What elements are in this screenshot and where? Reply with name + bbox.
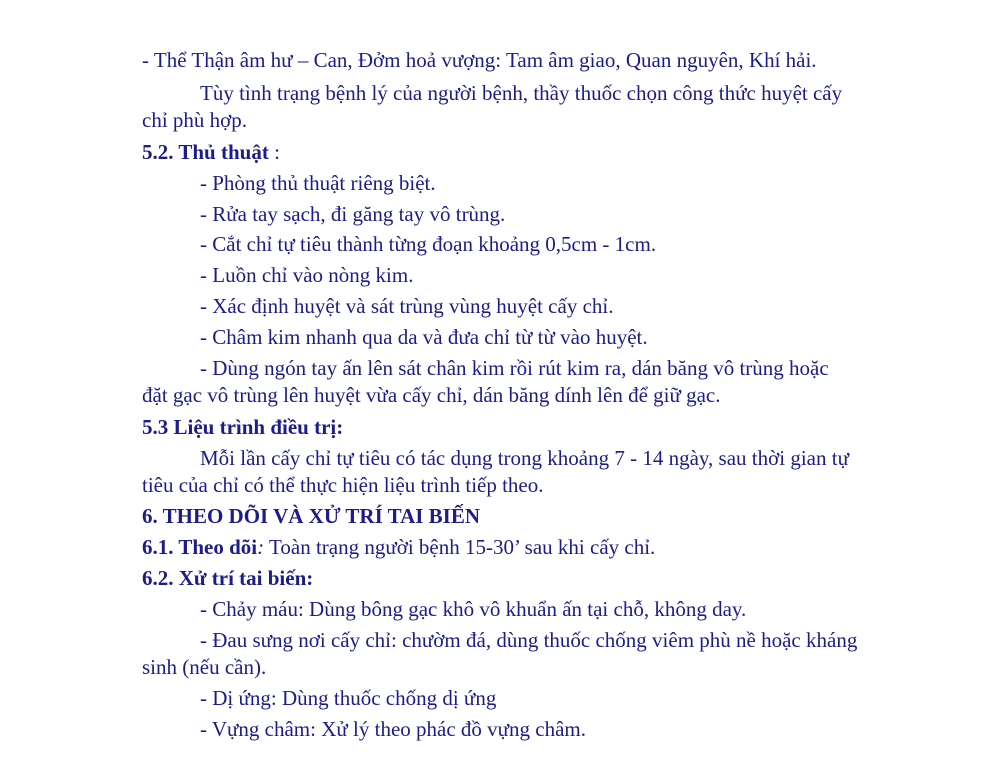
list-item: - Cắt chỉ tự tiêu thành từng đoạn khoảng 0,5cm - 1cm.: [200, 232, 657, 256]
text-line-than-am-hu: - Thể Thận âm hư – Can, Đởm hoả vượng: Tam âm giao, Quan nguyên, Khí hải.: [142, 48, 817, 72]
list-item-continuation: đặt gạc vô trùng lên huyệt vừa cấy chỉ, dán băng dính lên để giữ gạc.: [142, 383, 721, 407]
heading-colon: :: [257, 535, 265, 559]
list-item-continuation: sinh (nếu cần).: [142, 655, 267, 679]
text-paragraph-line: Mỗi lần cấy chỉ tự tiêu có tác dụng trong khoảng 7 - 14 ngày, sau thời gian tự: [200, 446, 849, 470]
list-item: - Dùng ngón tay ấn lên sát chân kim rồi rút kim ra, dán băng vô trùng hoặc: [200, 356, 829, 380]
text-paragraph-line: Tùy tình trạng bệnh lý của người bệnh, thầy thuốc chọn công thức huyệt cấy: [200, 81, 843, 105]
text-paragraph-line: chỉ phù hợp.: [142, 108, 248, 132]
list-item: - Dị ứng: Dùng thuốc chống dị ứng: [200, 686, 497, 710]
section-heading-6-2: 6.2. Xử trí tai biến:: [142, 566, 314, 590]
section-heading-5-3: 5.3 Liệu trình điều trị:: [142, 415, 344, 439]
section-heading-6-1: [142, 534, 655, 560]
list-item: - Chảy máu: Dùng bông gạc khô vô khuẩn ấn tại chỗ, không day.: [200, 597, 747, 621]
list-item: - Luồn chỉ vào nòng kim.: [200, 263, 414, 287]
heading-body-text: Toàn trạng người bệnh 15-30’ sau khi cấy chỉ.: [264, 535, 656, 559]
list-item: - Phòng thủ thuật riêng biệt.: [200, 171, 436, 195]
section-heading-5-2: [142, 139, 280, 165]
heading-text: 5.2. Thủ thuật: [142, 140, 269, 164]
list-item: - Châm kim nhanh qua da và đưa chỉ từ từ vào huyệt.: [200, 325, 648, 349]
list-item: - Đau sưng nơi cấy chỉ: chườm đá, dùng thuốc chống viêm phù nề hoặc kháng: [200, 628, 858, 652]
heading-suffix: :: [268, 140, 280, 164]
section-heading-6: 6. THEO DÕI VÀ XỬ TRÍ TAI BIẾN: [142, 504, 481, 528]
list-item: - Xác định huyệt và sát trùng vùng huyệt cấy chỉ.: [200, 294, 614, 318]
text-paragraph-line: tiêu của chỉ có thể thực hiện liệu trình tiếp theo.: [142, 473, 544, 497]
list-item: - Rửa tay sạch, đi găng tay vô trùng.: [200, 202, 506, 226]
list-item: - Vựng châm: Xử lý theo phác đồ vựng châm.: [200, 717, 587, 741]
heading-text: 6.1. Theo dõi: [142, 535, 258, 559]
